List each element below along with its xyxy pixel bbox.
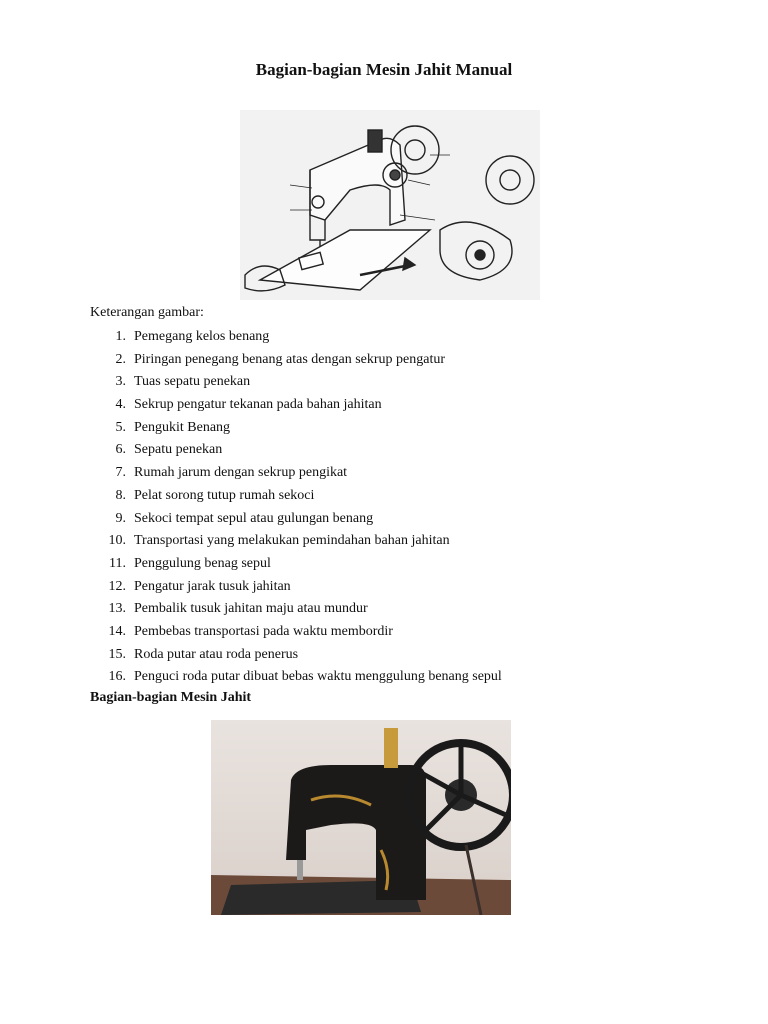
page-title: Bagian-bagian Mesin Jahit Manual <box>255 60 513 79</box>
list-item-number: 2. <box>115 351 126 367</box>
list-item <box>90 530 502 553</box>
list-item-number: 1. <box>115 329 126 344</box>
list-item-number: 4. <box>115 397 126 413</box>
list-item-number: 13. <box>108 601 126 617</box>
list-item-number: 12. <box>108 578 126 594</box>
list-item-text: Sepatu penekan <box>134 442 223 458</box>
list-item-text: Pembalik tusuk jahitan maju atau mundur <box>134 601 368 617</box>
list-item-number: 9. <box>115 510 126 526</box>
list-item <box>90 462 502 485</box>
list-item-number: 3. <box>115 374 126 390</box>
list-item <box>90 394 502 417</box>
list-item-number: 11. <box>109 555 126 571</box>
list-item-text: Sekoci tempat sepul atau gulungan benang <box>134 510 374 526</box>
list-item <box>90 553 502 576</box>
list-item-text: Pelat sorong tutup rumah sekoci <box>134 487 315 503</box>
list-item <box>90 598 502 621</box>
list-item-number: 6. <box>115 442 126 458</box>
list-item-number: 5. <box>115 419 126 435</box>
list-item-text: Roda putar atau roda penerus <box>134 646 299 662</box>
list-item-text: Tuas sepatu penekan <box>134 374 251 390</box>
list-item <box>90 417 502 440</box>
list-item <box>90 621 502 644</box>
list-item <box>90 349 502 372</box>
figure-caption: Keterangan gambar: <box>90 305 204 320</box>
list-item-number: 10. <box>108 533 126 549</box>
list-item <box>90 644 502 667</box>
list-item-text: Rumah jarum dengan sekrup pengikat <box>134 465 348 481</box>
list-item-number: 15. <box>108 646 126 662</box>
list-item-text: Pengatur jarak tusuk jahitan <box>134 578 291 594</box>
list-item-text: Pemegang kelos benang <box>134 329 270 344</box>
sewing-machine-photo <box>211 720 511 915</box>
list-item-number: 8. <box>115 487 126 503</box>
list-item <box>90 326 502 349</box>
list-item <box>90 485 502 508</box>
sewing-machine-diagram <box>240 110 540 300</box>
list-item-number: 7. <box>115 465 126 481</box>
list-item <box>90 439 502 462</box>
list-item-text: Pembebas transportasi pada waktu membordir <box>134 623 393 639</box>
list-item-text: Penggulung benag sepul <box>134 555 271 571</box>
list-item-number: 16. <box>108 669 126 685</box>
list-item-text: Transportasi yang melakukan pemindahan bahan jahitan <box>134 533 450 549</box>
list-item-number: 14. <box>108 623 126 639</box>
list-item <box>90 508 502 531</box>
list-item-text: Sekrup pengatur tekanan pada bahan jahitan <box>134 397 382 413</box>
list-item <box>90 666 502 689</box>
list-item <box>90 371 502 394</box>
parts-list <box>90 326 502 689</box>
section-subheading: Bagian-bagian Mesin Jahit <box>90 690 252 705</box>
list-item-text: Penguci roda putar dibuat bebas waktu menggulung benang sepul <box>134 669 502 685</box>
list-item-text: Pengukit Benang <box>134 419 231 435</box>
list-item <box>90 576 502 599</box>
list-item-text: Piringan penegang benang atas dengan sekrup pengatur <box>134 351 446 367</box>
